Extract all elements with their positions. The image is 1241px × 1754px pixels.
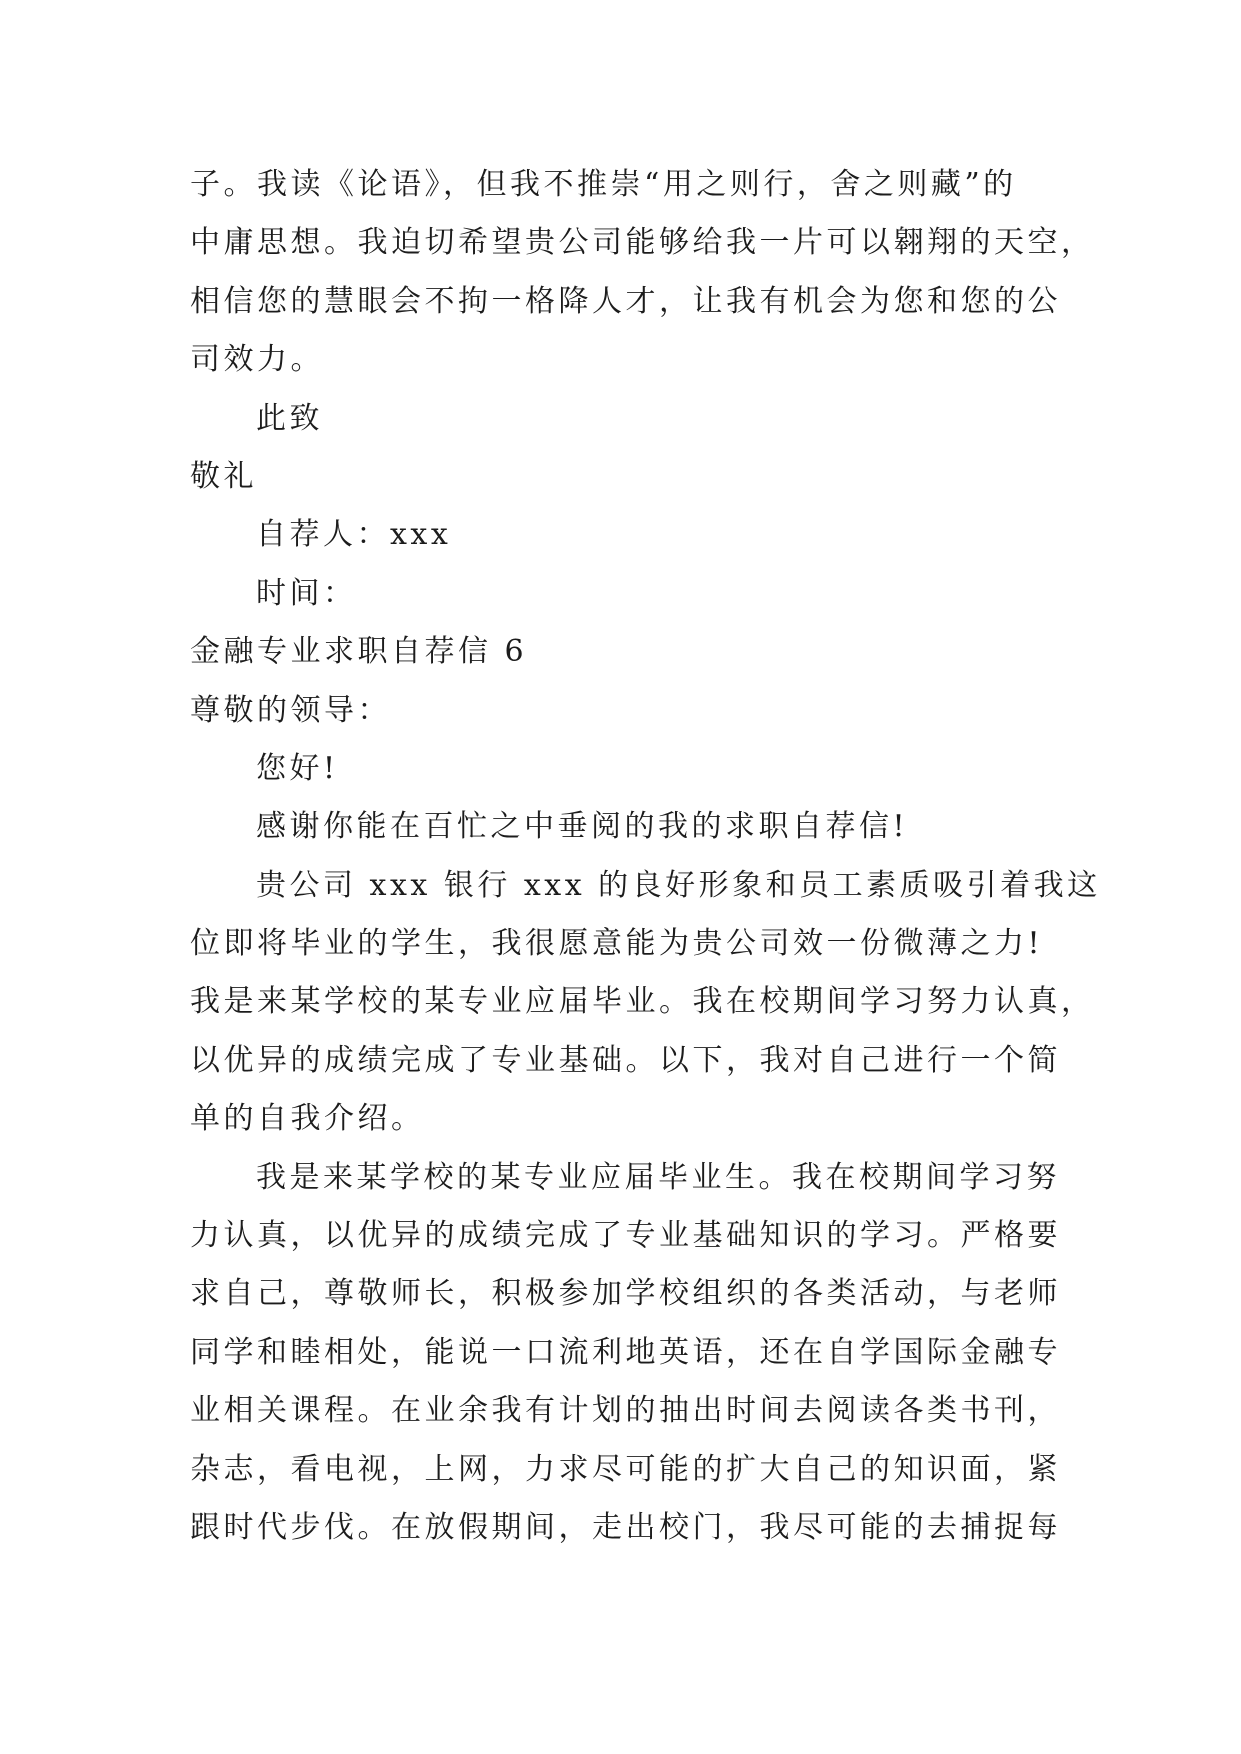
text-line: 司效力。 bbox=[190, 342, 324, 378]
greeting-line: 尊敬的领导： bbox=[190, 692, 391, 728]
text-line: 跟时代步伐。在放假期间，走出校门，我尽可能的去捕捉每 bbox=[190, 1509, 1061, 1545]
signature-line: 自荐人：xxx bbox=[256, 517, 452, 553]
text-line: 以优异的成绩完成了专业基础。以下，我对自己进行一个简 bbox=[190, 1042, 1061, 1078]
text-line: 单的自我介绍。 bbox=[190, 1101, 425, 1137]
closing-salutation: 此致 bbox=[256, 400, 323, 436]
text-line: 相信您的慧眼会不拘一格降人才，让我有机会为您和您的公 bbox=[190, 283, 1061, 319]
text-line: 中庸思想。我迫切希望贵公司能够给我一片可以翱翔的天空， bbox=[190, 225, 1095, 261]
text-line: 感谢你能在百忙之中垂阅的我的求职自荐信! bbox=[256, 809, 909, 845]
text-line: 我是来某学校的某专业应届毕业。我在校期间学习努力认真， bbox=[190, 984, 1095, 1020]
section-title: 金融专业求职自荐信 6 bbox=[190, 634, 528, 670]
text-line: 您好! bbox=[256, 750, 339, 786]
text-line: 我是来某学校的某专业应届毕业生。我在校期间学习努 bbox=[256, 1159, 1060, 1195]
text-line: 求自己，尊敬师长，积极参加学校组织的各类活动，与老师 bbox=[190, 1276, 1061, 1312]
text-line: 杂志，看电视，上网，力求尽可能的扩大自己的知识面，紧 bbox=[190, 1451, 1061, 1487]
text-line: 力认真，以优异的成绩完成了专业基础知识的学习。严格要 bbox=[190, 1218, 1061, 1254]
text-line: 同学和睦相处，能说一口流利地英语，还在自学国际金融专 bbox=[190, 1334, 1061, 1370]
text-line: 业相关课程。在业余我有计划的抽出时间去阅读各类书刊， bbox=[190, 1393, 1061, 1429]
date-line: 时间： bbox=[256, 575, 357, 611]
text-line: 子。我读《论语》，但我不推崇“用之则行，舍之则藏”的 bbox=[190, 167, 1017, 202]
text-line: 位即将毕业的学生，我很愿意能为贵公司效一份微薄之力! bbox=[190, 926, 1044, 962]
closing-respect: 敬礼 bbox=[190, 458, 257, 494]
text-line: 贵公司 xxx 银行 xxx 的良好形象和员工素质吸引着我这 bbox=[256, 867, 1101, 903]
letter-body bbox=[190, 156, 1101, 1557]
